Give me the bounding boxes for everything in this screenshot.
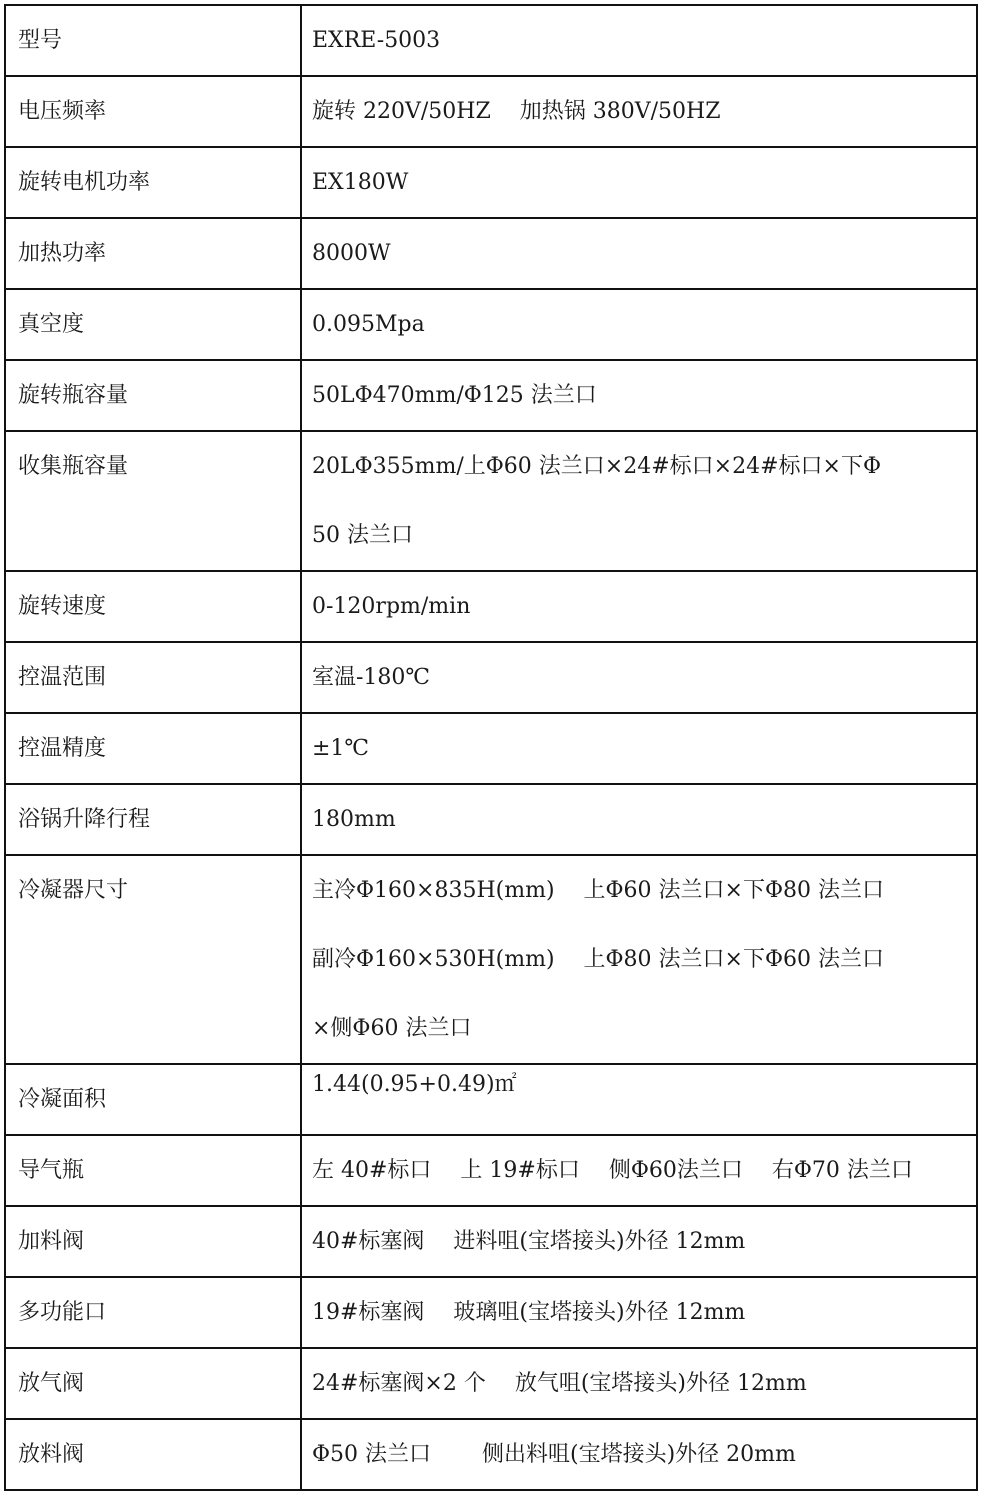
spec-value-line: 180mm (312, 807, 396, 832)
spec-label: 电压频率 (5, 76, 301, 147)
spec-value (301, 784, 977, 855)
spec-row-feed-valve (5, 1206, 977, 1277)
spec-value (301, 289, 977, 360)
spec-value-line: ±1℃ (312, 736, 370, 761)
spec-value (301, 360, 977, 431)
spec-row-lift-stroke (5, 784, 977, 855)
spec-label: 加料阀 (5, 1206, 301, 1277)
spec-row-discharge-valve (5, 1419, 977, 1490)
spec-label: 控温精度 (5, 713, 301, 784)
spec-value-line: 1.44(0.95+0.49)㎡ (312, 1072, 517, 1097)
spec-value (301, 642, 977, 713)
spec-table (4, 4, 978, 1491)
spec-value (301, 5, 977, 76)
spec-label: 真空度 (5, 289, 301, 360)
spec-row-rotation-speed (5, 571, 977, 642)
spec-value-line: 旋转 220V/50HZ 加热锅 380V/50HZ (312, 99, 721, 124)
spec-value-line: 室温-180℃ (312, 665, 431, 690)
spec-row-rotary-flask (5, 360, 977, 431)
spec-label: 旋转速度 (5, 571, 301, 642)
spec-row-model (5, 5, 977, 76)
spec-value (301, 1277, 977, 1348)
spec-value (301, 571, 977, 642)
spec-label: 旋转瓶容量 (5, 360, 301, 431)
spec-label: 收集瓶容量 (5, 431, 301, 571)
spec-row-heating-power (5, 218, 977, 289)
spec-value-line: 20LΦ355mm/上Φ60 法兰口×24#标口×24#标口×下Φ (312, 454, 881, 479)
spec-value-line: Φ50 法兰口 侧出料咀(宝塔接头)外径 20mm (312, 1442, 796, 1467)
spec-row-temp-accuracy (5, 713, 977, 784)
spec-value-line: EXRE-5003 (312, 28, 441, 53)
spec-label: 多功能口 (5, 1277, 301, 1348)
spec-row-condensing-area (5, 1064, 977, 1135)
spec-value (301, 855, 977, 1064)
spec-value (301, 218, 977, 289)
spec-value-line: 40#标塞阀 进料咀(宝塔接头)外径 12mm (312, 1229, 746, 1254)
spec-label: 冷凝器尺寸 (5, 855, 301, 1064)
spec-value (301, 147, 977, 218)
spec-row-temp-range (5, 642, 977, 713)
spec-row-vent-valve (5, 1348, 977, 1419)
spec-value (301, 431, 977, 571)
spec-value (301, 1206, 977, 1277)
spec-value-line: 8000W (312, 241, 391, 266)
spec-label: 冷凝面积 (5, 1064, 301, 1135)
spec-value (301, 76, 977, 147)
spec-value-line: 50 法兰口 (312, 523, 413, 548)
spec-label: 旋转电机功率 (5, 147, 301, 218)
spec-label: 浴锅升降行程 (5, 784, 301, 855)
spec-label: 加热功率 (5, 218, 301, 289)
spec-row-multi-port (5, 1277, 977, 1348)
spec-row-condenser-size (5, 855, 977, 1064)
spec-row-collection-flask (5, 431, 977, 571)
spec-row-vacuum (5, 289, 977, 360)
spec-value-line: 24#标塞阀×2 个 放气咀(宝塔接头)外径 12mm (312, 1371, 807, 1396)
spec-value-line: 19#标塞阀 玻璃咀(宝塔接头)外径 12mm (312, 1300, 746, 1325)
spec-label: 放料阀 (5, 1419, 301, 1490)
spec-value-line: 0.095Mpa (312, 312, 425, 337)
spec-label: 控温范围 (5, 642, 301, 713)
spec-label: 放气阀 (5, 1348, 301, 1419)
spec-value-line: ×侧Φ60 法兰口 (312, 1016, 472, 1041)
spec-value (301, 1348, 977, 1419)
spec-row-voltage (5, 76, 977, 147)
spec-row-gas-guide-flask (5, 1135, 977, 1206)
spec-value (301, 1064, 977, 1135)
spec-value-line: 左 40#标口 上 19#标口 侧Φ60法兰口 右Φ70 法兰口 (312, 1158, 913, 1183)
spec-label: 型号 (5, 5, 301, 76)
spec-value (301, 1135, 977, 1206)
spec-value-line: 50LΦ470mm/Φ125 法兰口 (312, 383, 597, 408)
spec-value-line: 副冷Φ160×530H(mm) 上Φ80 法兰口×下Φ60 法兰口 (312, 947, 885, 972)
spec-row-motor-power (5, 147, 977, 218)
spec-value (301, 1419, 977, 1490)
spec-value-line: 0-120rpm/min (312, 594, 471, 619)
spec-value-line: EX180W (312, 170, 409, 195)
spec-label: 导气瓶 (5, 1135, 301, 1206)
spec-value-line: 主冷Φ160×835H(mm) 上Φ60 法兰口×下Φ80 法兰口 (312, 878, 885, 903)
spec-value (301, 713, 977, 784)
